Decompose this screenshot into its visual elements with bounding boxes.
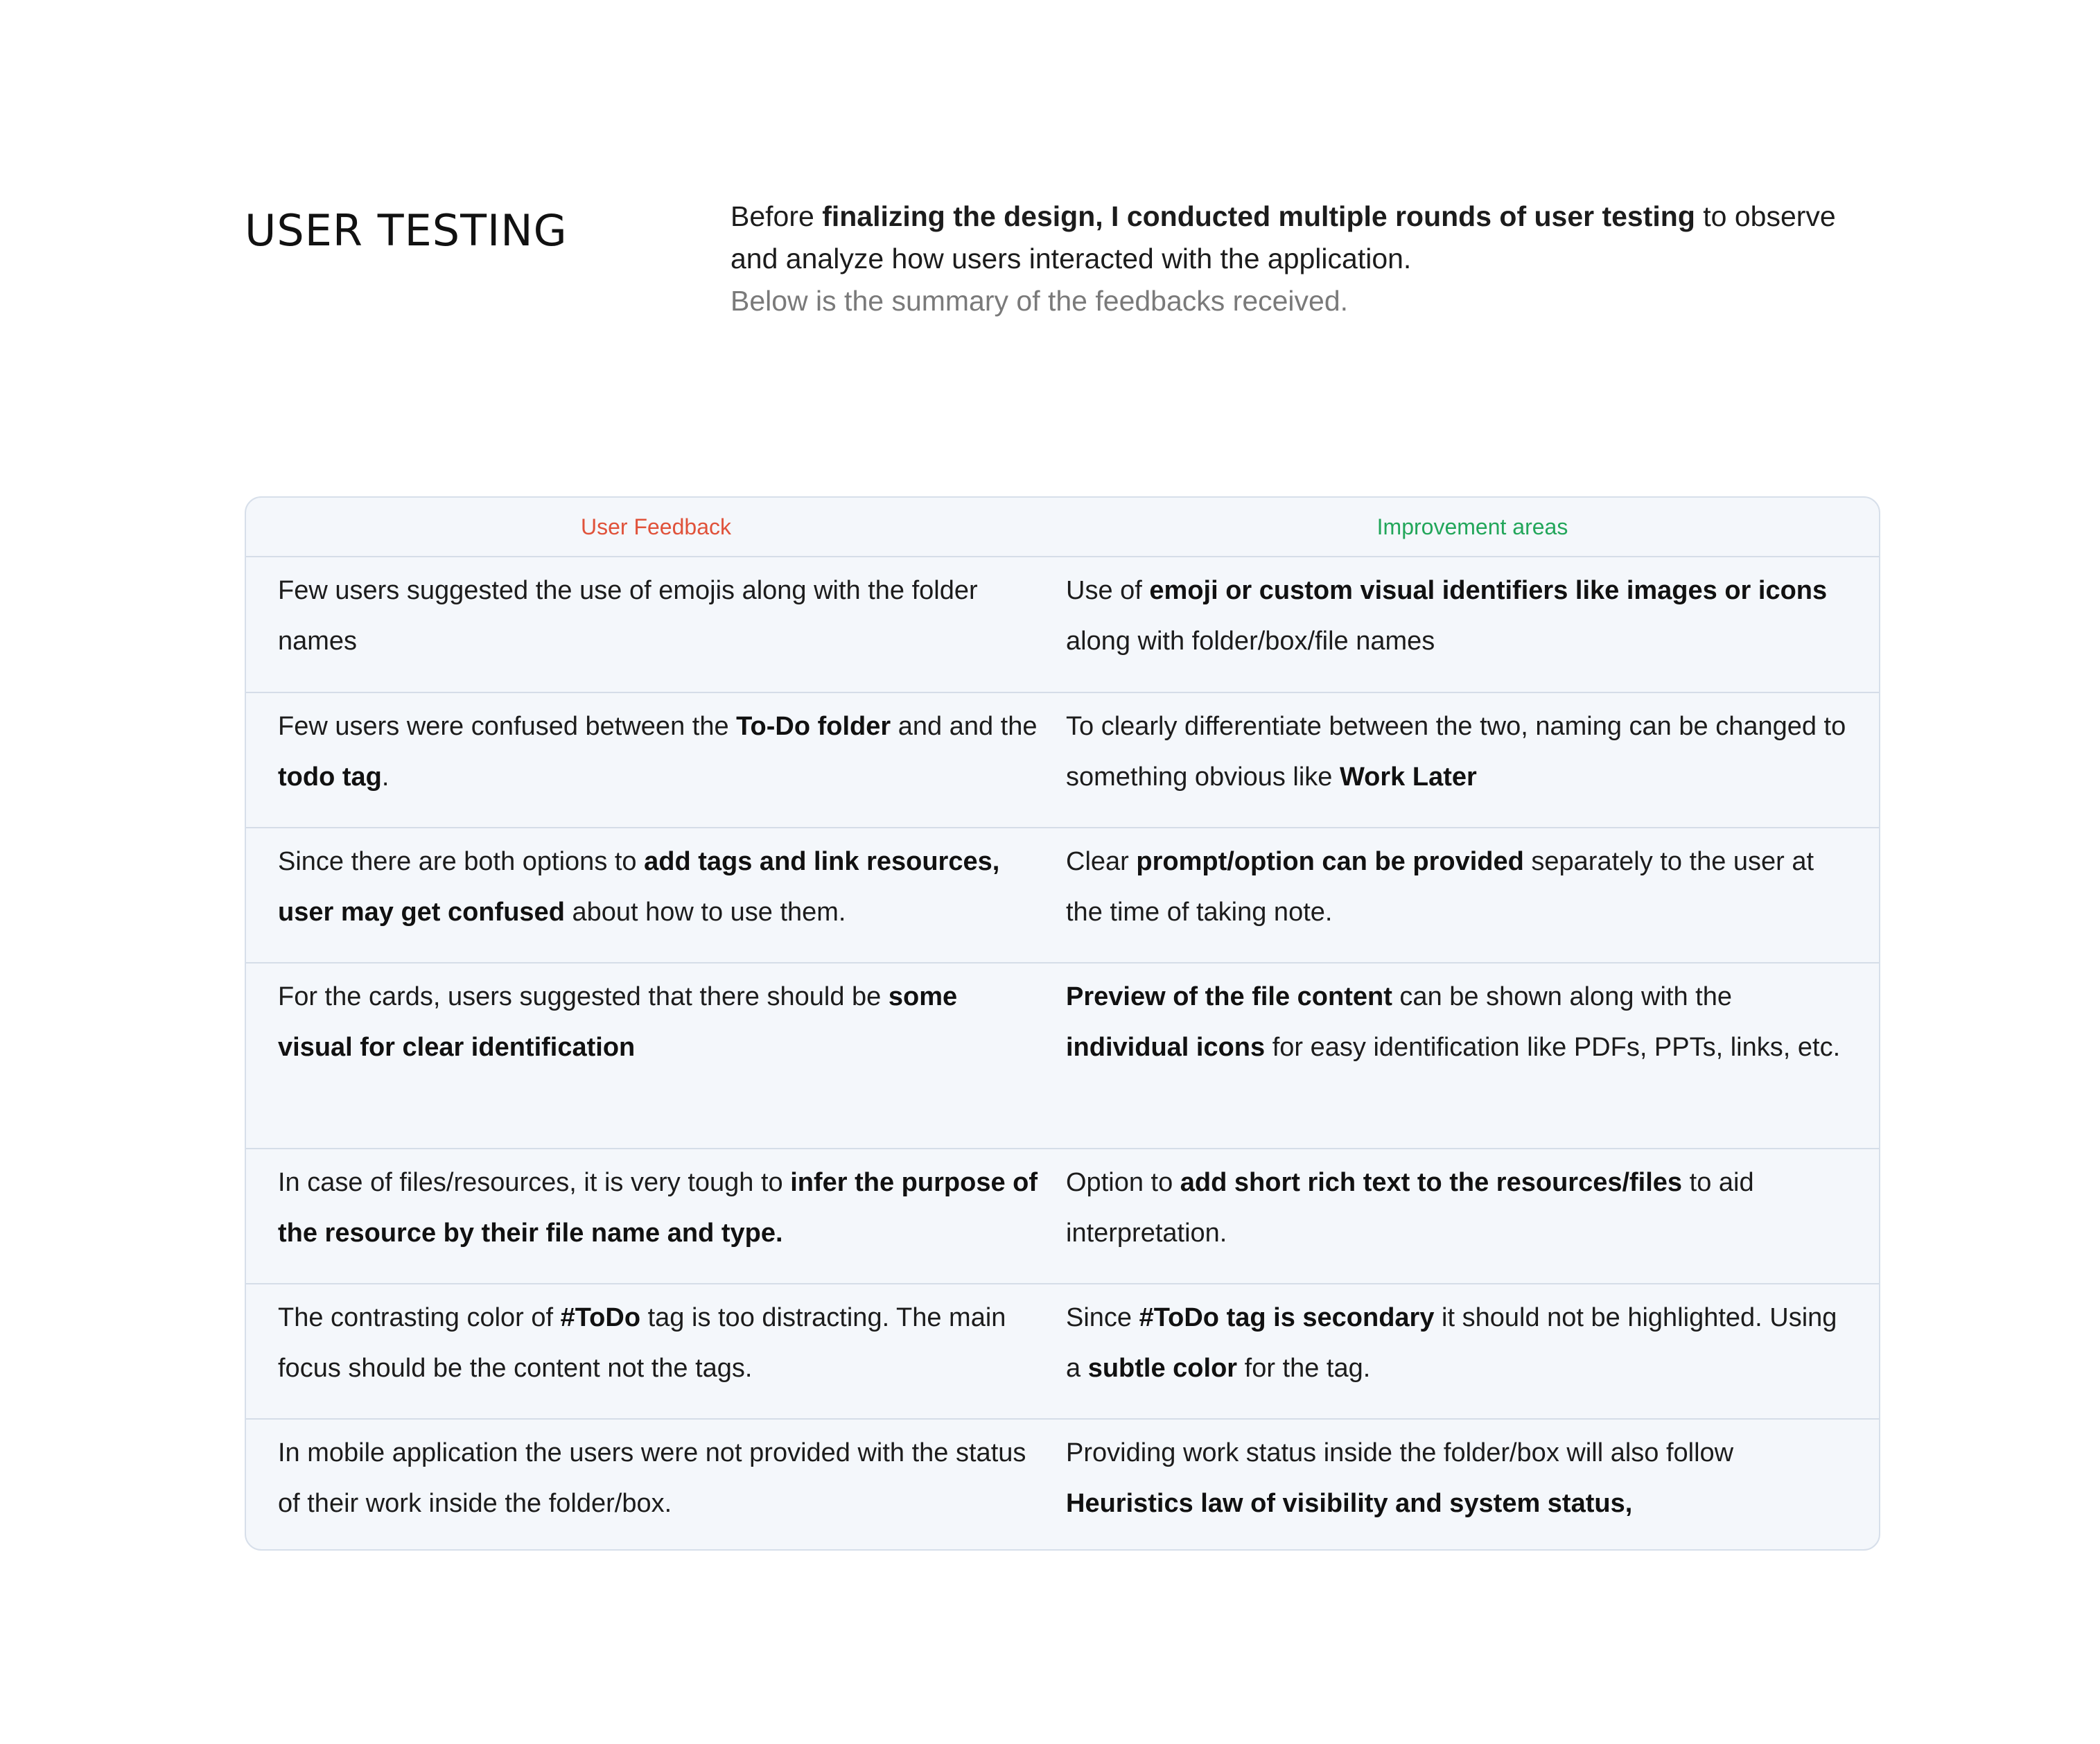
improvement-cell bbox=[1066, 1284, 1879, 1418]
cell-text-emphasis: add tags and link resources, user may get confused bbox=[278, 847, 1000, 927]
page-title: USER TESTING bbox=[245, 205, 568, 256]
cell-text: To clearly differentiate between the two, naming can be changed to something obvious like bbox=[1066, 712, 1846, 792]
cell-text: for easy identification like PDFs, PPTs, links, etc. bbox=[1265, 1033, 1841, 1062]
feedback-cell bbox=[246, 557, 1066, 692]
cell-text: . bbox=[381, 762, 390, 792]
intro-text-emphasis: finalizing the design, I conducted multiple rounds of user testing bbox=[822, 200, 1695, 232]
cell-text: Use of bbox=[1066, 576, 1150, 605]
feedback-cell bbox=[246, 963, 1066, 1148]
cell-text: In case of files/resources, it is very tough to bbox=[278, 1168, 791, 1197]
cell-text: and and the bbox=[891, 712, 1038, 741]
cell-text-emphasis: Preview of the file content bbox=[1066, 982, 1392, 1011]
table-row bbox=[246, 693, 1879, 828]
cell-text: Few users suggested the use of emojis along with the folder names bbox=[278, 576, 978, 656]
feedback-cell bbox=[246, 1420, 1066, 1551]
cell-text: Since there are both options to bbox=[278, 847, 645, 876]
table-row bbox=[246, 1284, 1879, 1420]
cell-text-emphasis: some visual for clear identification bbox=[278, 982, 958, 1062]
cell-text: tag is too distracting. The main focus should be the content not the tags. bbox=[278, 1303, 1006, 1383]
improvement-cell bbox=[1066, 828, 1879, 962]
improvement-cell bbox=[1066, 1149, 1879, 1283]
cell-text-emphasis: To-Do folder bbox=[736, 712, 891, 741]
cell-text: it should not be highlighted. Using a bbox=[1066, 1303, 1837, 1383]
cell-text: The contrasting color of bbox=[278, 1303, 561, 1332]
cell-text: along with folder/box/file names bbox=[1066, 627, 1435, 656]
column-header-improvement-areas: Improvement areas bbox=[1376, 514, 1568, 539]
intro-text bbox=[730, 195, 1867, 322]
table-row bbox=[246, 1420, 1879, 1551]
table-row bbox=[246, 828, 1879, 963]
table-row bbox=[246, 1149, 1879, 1284]
cell-text-emphasis: #ToDo bbox=[560, 1303, 641, 1332]
cell-text-emphasis: individual icons bbox=[1066, 1033, 1266, 1062]
intro-paragraph bbox=[730, 195, 1867, 280]
intro-text-part: Before bbox=[730, 200, 823, 232]
feedback-table bbox=[245, 496, 1880, 1551]
feedback-cell bbox=[246, 1149, 1066, 1283]
cell-text-emphasis: todo tag bbox=[278, 762, 382, 792]
intro-summary-note: Below is the summary of the feedbacks received. bbox=[730, 285, 1349, 317]
feedback-cell bbox=[246, 1284, 1066, 1418]
column-header-user-feedback: User Feedback bbox=[581, 514, 731, 539]
cell-text-emphasis: Work Later bbox=[1340, 762, 1477, 792]
feedback-cell bbox=[246, 693, 1066, 827]
improvement-cell bbox=[1066, 693, 1879, 827]
improvement-cell bbox=[1066, 963, 1879, 1148]
cell-text: about how to use them. bbox=[564, 898, 846, 927]
cell-text: for the tag. bbox=[1237, 1354, 1371, 1383]
cell-text-emphasis: prompt/option can be provided bbox=[1136, 847, 1524, 876]
cell-text-emphasis: emoji or custom visual identifiers like images or icons bbox=[1149, 576, 1828, 605]
cell-text-emphasis: add short rich text to the resources/files bbox=[1180, 1168, 1683, 1197]
intro-text-part: to observe and analyze how users interacted with the application. bbox=[730, 200, 1836, 274]
cell-text-emphasis: infer the purpose of the resource by their file name and type. bbox=[278, 1168, 1038, 1248]
cell-text: Option to bbox=[1066, 1168, 1180, 1197]
cell-text: For the cards, users suggested that there should be bbox=[278, 982, 889, 1011]
cell-text: can be shown along with the bbox=[1392, 982, 1732, 1011]
cell-text: separately to the user at the time of taking note. bbox=[1066, 847, 1814, 927]
cell-text-emphasis: subtle color bbox=[1087, 1354, 1238, 1383]
feedback-cell bbox=[246, 828, 1066, 962]
improvement-cell bbox=[1066, 1420, 1879, 1551]
table-header bbox=[246, 498, 1879, 557]
cell-text: Few users were confused between the bbox=[278, 712, 737, 741]
cell-text: Since bbox=[1066, 1303, 1139, 1332]
cell-text: In mobile application the users were not provided with the status of their work inside the folder/box. bbox=[278, 1438, 1026, 1518]
cell-text: Clear bbox=[1066, 847, 1137, 876]
cell-text-emphasis: #ToDo tag is secondary bbox=[1139, 1303, 1435, 1332]
cell-text: to aid interpretation. bbox=[1066, 1168, 1754, 1248]
cell-text-emphasis: Heuristics law of visibility and system status, bbox=[1066, 1489, 1633, 1518]
improvement-cell bbox=[1066, 557, 1879, 692]
table-row bbox=[246, 963, 1879, 1149]
table-row bbox=[246, 557, 1879, 693]
cell-text: Providing work status inside the folder/box will also follow bbox=[1066, 1438, 1734, 1467]
